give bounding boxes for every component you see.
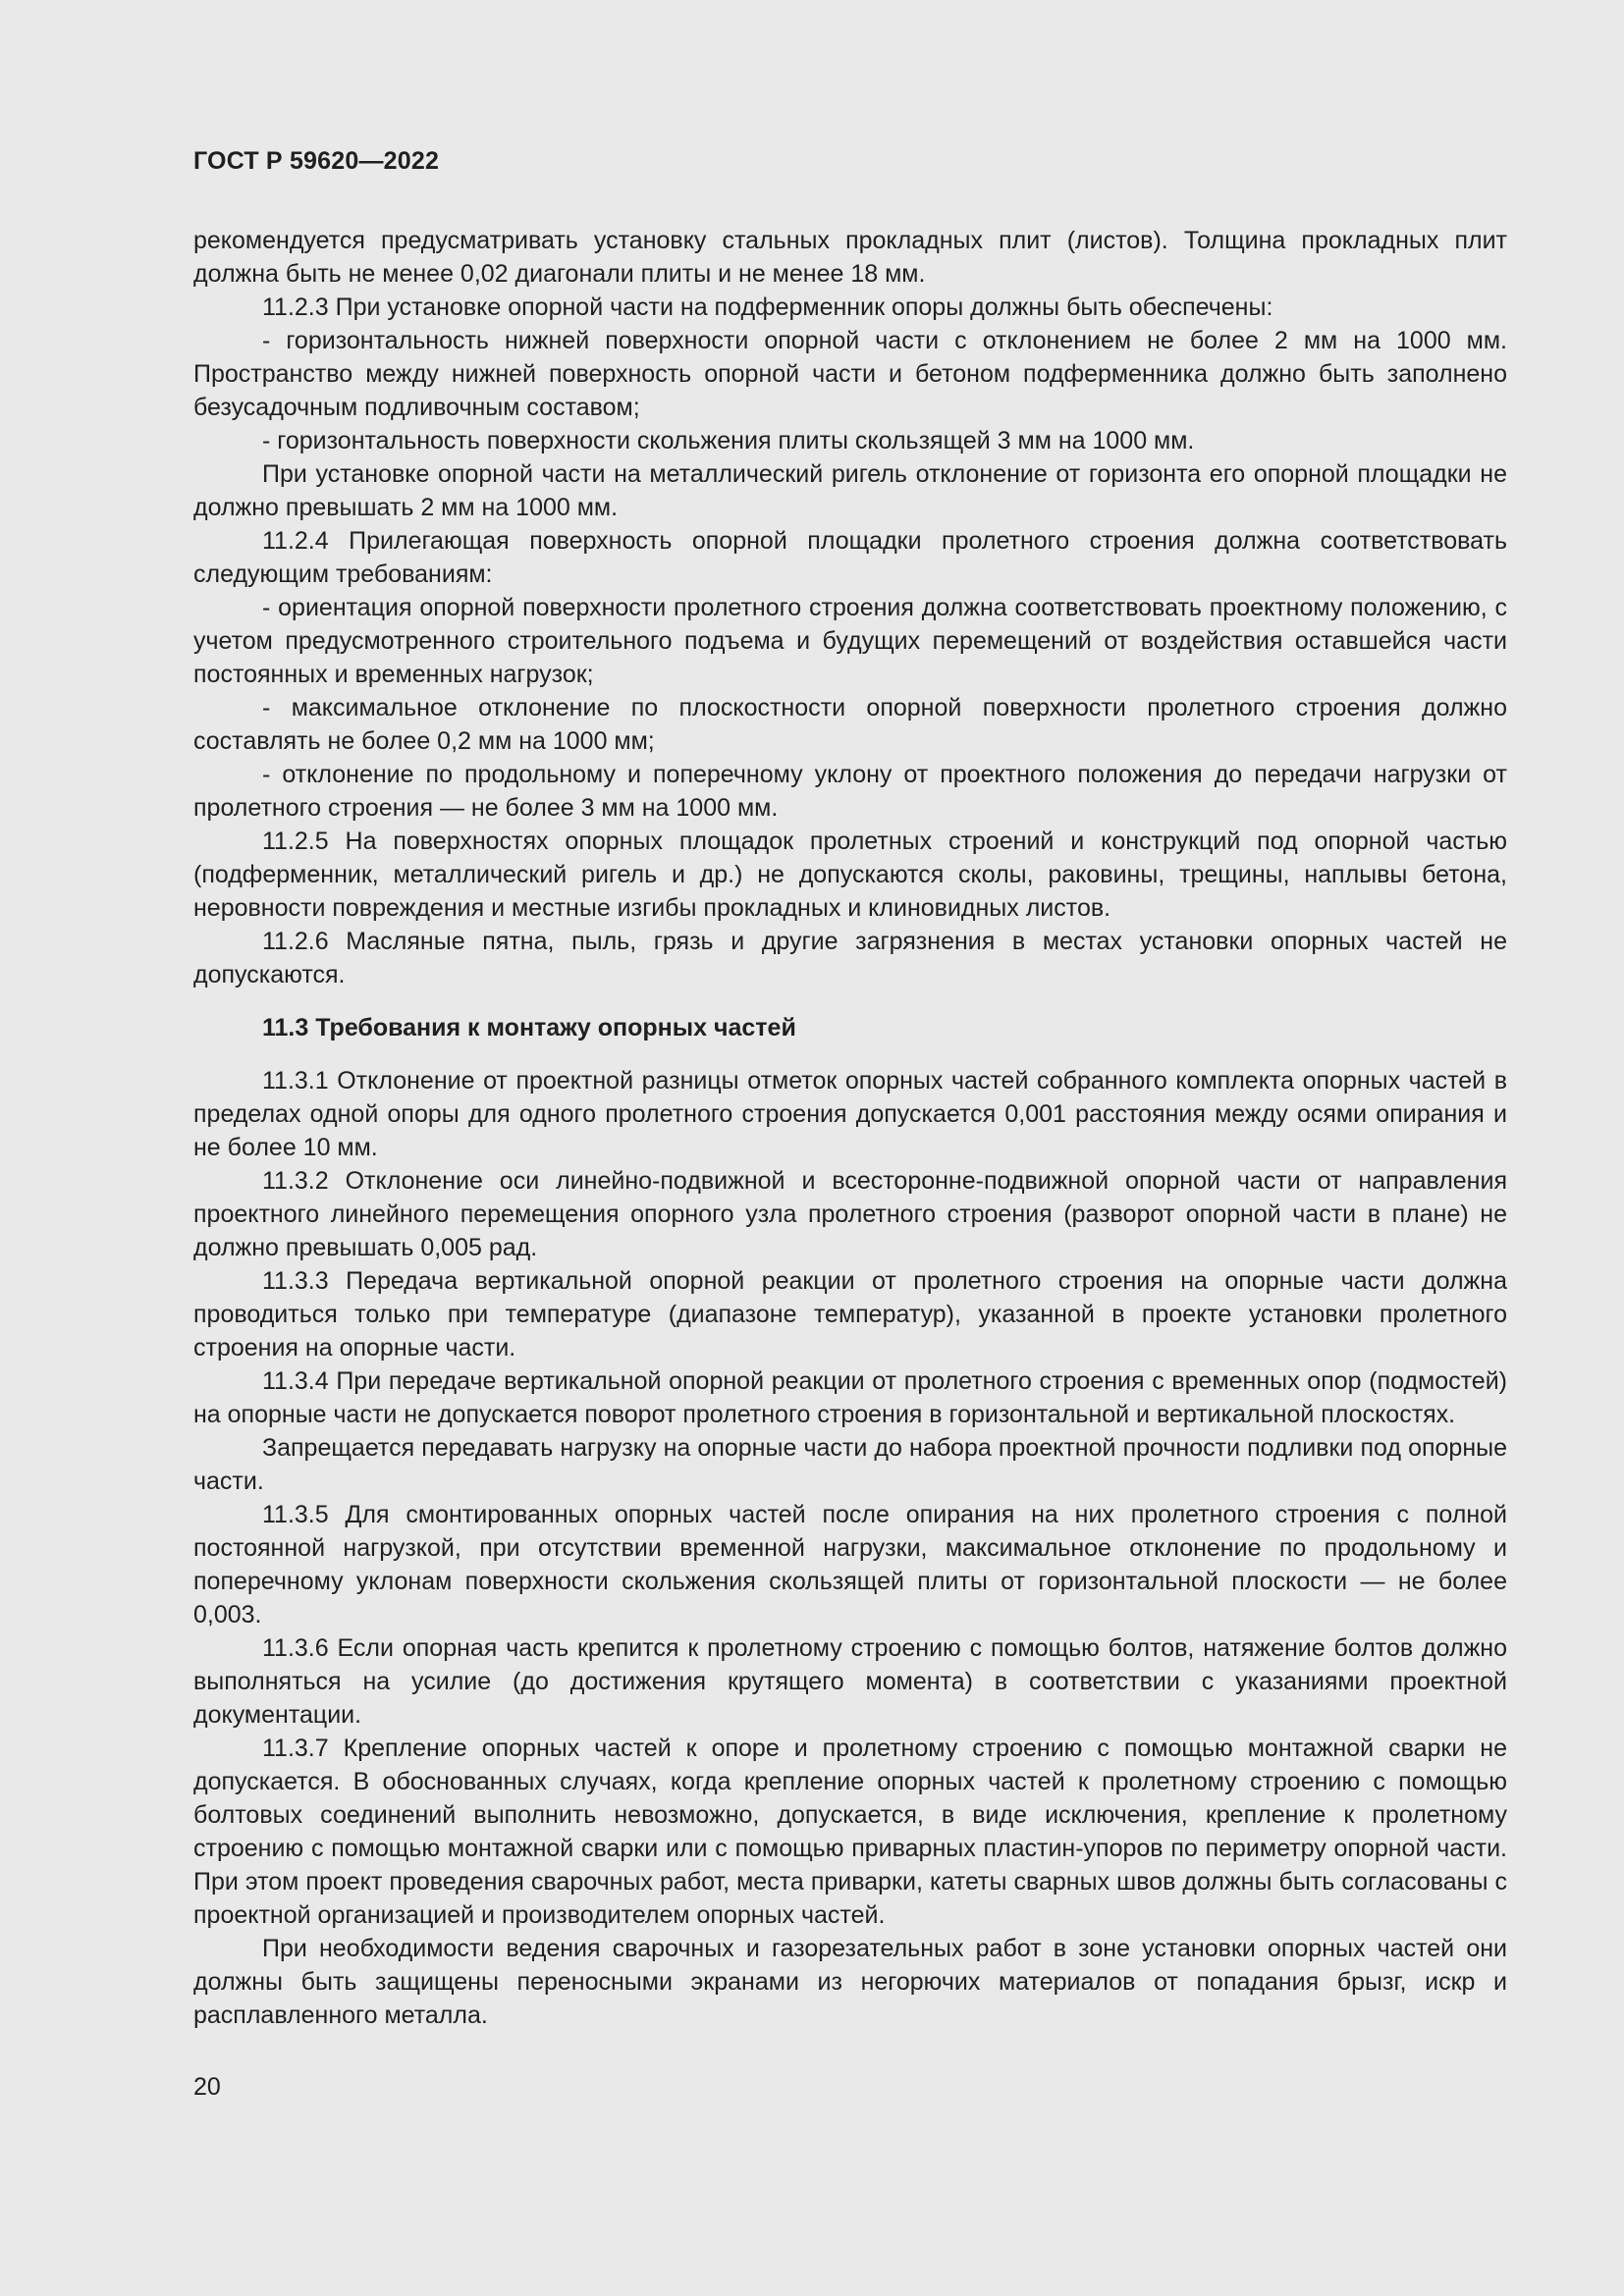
paragraph: При необходимости ведения сварочных и газорезательных работ в зоне установки опорных частей они должны быть защищены переносными экранами из негорючих материалов от попадания брызг, искр и расплавленного металла.: [193, 1935, 1507, 2029]
list-item: - горизонтальность нижней поверхности опорной части с отклонением не более 2 мм на 1000 мм. Пространство между нижней поверхность опорной части и бетоном подферменника должно быть заполнено безусадочным подливочным составом;: [193, 327, 1507, 421]
list-item: - отклонение по продольному и поперечному уклону от проектного положения до передачи нагрузки от пролетного строения — не более 3 мм на 1000 мм.: [193, 761, 1507, 822]
clause-11-3-1: 11.3.1 Отклонение от проектной разницы отметок опорных частей собранного комплекта опорных частей в пределах одной опоры для одного пролетного строения допускается 0,001 расстояния между осями опирания и не более 10 мм.: [193, 1067, 1507, 1161]
document-code-header: ГОСТ Р 59620—2022: [193, 147, 440, 175]
clause-11-3-6: 11.3.6 Если опорная часть крепится к пролетному строению с помощью болтов, натяжение болтов должно выполняться на усилие (до достижения крутящего момента) в соответствии с указаниями проектной документации.: [193, 1634, 1507, 1729]
clause-11-2-6: 11.2.6 Масляные пятна, пыль, грязь и другие загрязнения в местах установки опорных частей не допускаются.: [193, 928, 1507, 988]
paragraph: рекомендуется предусматривать установку стальных прокладных плит (листов). Толщина прокладных плит должна быть не менее 0,02 диагонали плиты и не менее 18 мм.: [193, 227, 1507, 288]
clause-11-2-4: 11.2.4 Прилегающая поверхность опорной площадки пролетного строения должна соответствовать следующим требованиям:: [193, 527, 1507, 588]
paragraph: При установке опорной части на металлический ригель отклонение от горизонта его опорной площадки не должно превышать 2 мм на 1000 мм.: [193, 460, 1507, 521]
document-body: [193, 224, 1507, 2032]
clause-11-3-5: 11.3.5 Для смонтированных опорных частей после опирания на них пролетного строения с полной постоянной нагрузкой, при отсутствии временной нагрузки, максимальное отклонение по продольному и поперечному уклонам поверхности скольжения скользящей плиты от горизонтальной плоскости — не более 0,003.: [193, 1501, 1507, 1629]
list-item: - горизонтальность поверхности скольжения плиты скользящей 3 мм на 1000 мм.: [262, 427, 1195, 454]
paragraph: Запрещается передавать нагрузку на опорные части до набора проектной прочности подливки под опорные части.: [193, 1434, 1507, 1495]
clause-11-3-7: 11.3.7 Крепление опорных частей к опоре и пролетному строению с помощью монтажной сварки не допускается. В обоснованных случаях, когда крепление опорных частей к пролетному строению с помощью болтовых соединений выполнить невозможно, допускается, в виде исключения, крепление к пролетному строению с помощью монтажной сварки или с помощью приварных пластин-упоров по периметру опорной части. При этом проект проведения сварочных работ, места приварки, катеты сварных швов должны быть согласованы с проектной организацией и производителем опорных частей.: [193, 1735, 1507, 1929]
list-item: - максимальное отклонение по плоскостности опорной поверхности пролетного строения должно составлять не более 0,2 мм на 1000 мм;: [193, 694, 1507, 755]
page-number: 20: [193, 2073, 221, 2101]
clause-11-3-4: 11.3.4 При передаче вертикальной опорной реакции от пролетного строения с временных опор (подмостей) на опорные части не допускается поворот пролетного строения в горизонтальной и вертикальной плоскостях.: [193, 1367, 1507, 1428]
clause-11-3-3: 11.3.3 Передача вертикальной опорной реакции от пролетного строения на опорные части должна проводиться только при температуре (диапазоне температур), указанной в проекте установки пролетного строения на опорные части.: [193, 1267, 1507, 1362]
clause-11-2-3: 11.2.3 При установке опорной части на подферменник опоры должны быть обеспечены:: [262, 294, 1273, 321]
section-heading-11-3: 11.3 Требования к монтажу опорных частей: [262, 1014, 796, 1041]
list-item: - ориентация опорной поверхности пролетного строения должна соответствовать проектному положению, с учетом предусмотренного строительного подъема и будущих перемещений от воздействия оставшейся части постоянных и временных нагрузок;: [193, 594, 1507, 688]
clause-11-2-5: 11.2.5 На поверхностях опорных площадок пролетных строений и конструкций под опорной частью (подферменник, металлический ригель и др.) не допускаются сколы, раковины, трещины, наплывы бетона, неровности повреждения и местные изгибы прокладных и клиновидных листов.: [193, 828, 1507, 922]
clause-11-3-2: 11.3.2 Отклонение оси линейно-подвижной и всесторонне-подвижной опорной части от направления проектного линейного перемещения опорного узла пролетного строения (разворот опорной части в плане) не должно превышать 0,005 рад.: [193, 1167, 1507, 1261]
